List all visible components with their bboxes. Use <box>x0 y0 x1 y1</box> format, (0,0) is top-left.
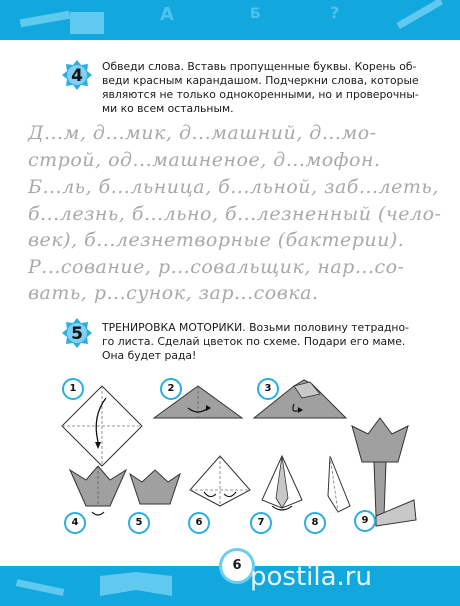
handwriting-line[interactable]: Б...ль, б...льница, б...льной, заб...леть, <box>28 176 439 198</box>
instruction-line: Она будет рада! <box>102 349 197 362</box>
handwriting-line[interactable]: Д...м, д...мик, д...машний, д...мо- <box>28 122 377 144</box>
step-number-7: 7 <box>250 512 272 534</box>
instruction-line: веди красным карандашом. Подчеркни слова, которые <box>102 74 419 87</box>
task-4-number: 4 <box>71 66 83 86</box>
instruction-line: ТРЕНИРОВКА МОТОРИКИ. Возьми половину тетрадно- <box>102 321 409 334</box>
pencil-decor-icon <box>395 0 455 30</box>
instruction-line: ми ко всем остальным. <box>102 102 234 115</box>
step-number-9: 9 <box>354 510 376 532</box>
handwriting-line[interactable]: вать, р...сунок, зар...совка. <box>28 282 319 304</box>
step-number-5: 5 <box>128 512 150 534</box>
page-number: 6 <box>219 548 255 584</box>
book-decor-icon <box>70 6 110 36</box>
instruction-line: го листа. Сделай цветок по схеме. Подари его маме. <box>102 335 406 348</box>
pencil-decor-icon <box>16 574 76 604</box>
handwriting-line[interactable]: Р...сование, р...совальщик, нар...со- <box>28 256 405 278</box>
task-5-instructions <box>102 321 422 363</box>
task-4-instructions <box>102 60 422 116</box>
task-5-badge <box>62 318 92 348</box>
handwriting-line[interactable]: век), б...лезнетворные (бактерии). <box>28 229 405 251</box>
instruction-line: являются не только однокоренными, но и проверочны- <box>102 88 419 101</box>
decor-letter: ? <box>330 3 340 22</box>
decor-letter: A <box>160 4 174 25</box>
step-number-4: 4 <box>64 512 86 534</box>
origami-step-6-diagram <box>190 456 250 510</box>
book-decor-icon <box>100 572 180 602</box>
step-number-8: 8 <box>304 512 326 534</box>
origami-step-5-diagram <box>130 470 180 510</box>
step-number-1: 1 <box>62 378 84 400</box>
origami-step-7-diagram <box>262 456 302 512</box>
watermark: postila.ru <box>250 562 372 592</box>
handwriting-line[interactable]: строй, од...машненое, д...мофон. <box>28 149 381 171</box>
step-number-2: 2 <box>160 378 182 400</box>
step-number-3: 3 <box>257 378 279 400</box>
instruction-line: Обведи слова. Вставь пропущенные буквы. Корень об- <box>102 60 417 73</box>
task-5-number: 5 <box>71 324 83 344</box>
step-number-6: 6 <box>188 512 210 534</box>
decor-letter: Б <box>250 6 261 22</box>
origami-step-8-diagram <box>324 456 352 516</box>
top-decor-band <box>0 0 460 40</box>
handwriting-line[interactable]: б...лезнь, б...льно, б...лезненный (чело- <box>28 203 442 225</box>
task-4-badge <box>62 60 92 90</box>
origami-step-4-diagram <box>70 466 126 512</box>
